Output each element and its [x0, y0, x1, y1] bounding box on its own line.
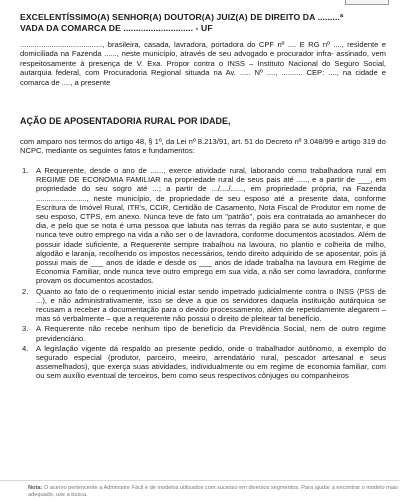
address-line-1: EXCELENTÍSSIMO(A) SENHOR(A) DOUTOR(A) JUIZ(A) DE DIREITO DA .........ª — [20, 12, 344, 22]
item-text: Quanto ao fato de o requerimento inicial estar sendo impetrado judicialmente contra o INSS (PSS de ...), e não administrativamente, isso se deve a que os servidores daquela instituição autárquica se recusam a receber a documentação para o devido processamento, além de repetidamente alegarem – mas só verbalmente – que a requerente não possui o direito de pleitear tal benefício. — [36, 286, 386, 324]
list-item — [20, 324, 386, 342]
address-line-2: VADA DA COMARCA DE ............................ - UF — [20, 23, 213, 33]
item-number: 2. — [22, 286, 29, 296]
list-item — [20, 287, 386, 324]
item-number: 4. — [22, 343, 29, 353]
legal-basis-paragraph: com amparo nos termos do artigo 48, § 1º, da Lei nº 8.213/91, art. 51 do Decreto nº 3.048/99 e artigo 319 do NCPC, mediante os seguintes fatos e fundamentos: — [20, 137, 386, 156]
court-address-header — [20, 12, 390, 34]
document-title: AÇÃO DE APOSENTADORIA RURAL POR IDADE, — [20, 116, 231, 126]
list-item — [20, 344, 386, 381]
intro-paragraph: ......................................., brasileira, casada, lavradora, portadora do CPF nº .... E RG nº ...., residente e domiciliada na Fazenda ......, neste município, através de seu advogado e procurador infra- assinado, vem respeitosamente à presença de V. Exa. Propor contra o INSS – Instituto Nacional do Seguro Social, autarquia federal, com Procuradoria Regional situada na Av. ..... Nº ...., .......... CEP: ...., na cidade e comarca de ...., a presente — [20, 40, 386, 87]
footer-text: O acervo pertencente a Administre Fácil é de modelos utilizados com sucesso em diversos segmentos. Para ajudar a encontrar o modelo mais adequado, use a busca. — [28, 485, 398, 498]
item-number: 3. — [22, 324, 29, 334]
item-text: A Requerente não recebe nenhum tipo de benefício da Previdência Social, nem de outro regime previdenciário. — [36, 324, 386, 343]
footer-label: Nota: — [28, 485, 43, 491]
list-item — [20, 166, 386, 286]
footer-note — [28, 485, 398, 499]
top-tab-decoration — [345, 0, 389, 5]
item-text: A Requerente, desde o ano de ......, exerce atividade rural, laborando como trabalhadora rural em REGIME DE ECONOMIA FAMILIAR na propriedade rural de seus pais até ....., e a partir de ___, em propriedade do seu sogro até ...; a partir de .../..../......, em propriedade própria, na Fazenda ........................, neste município, de propriedade de seu esposo até a presente data, conforme Escritura de Imóvel Rural, ITR's, CCIR, Certidão de Casamento, Nota Fiscal de Produtor em nome de seu esposo, CTPS, em anexo. Nunca teve de fato um "patrão", pois era contratada ao amanhecer do dia, e pelo que se nota é uma pessoa que labuta nas terras da região para se auto sustentar, e que nunca teve outro emprego na vida a não ser o de lavradora, conforme documentos acostados. Além de possuir idade suficiente, a Requerente sempre trabalhou na lavoura, no plantio e colheita de milho, algodão e laranja, recolhendo os impostos necessários, tendo direito adquirido de se aposentar, pois já possui mais de ___ anos de idade e desde os ___ anos de idade trabalha na lavoura em Regime de Economia Familiar, onde nunca teve outro emprego em sua vida, a não ser como lavradora, conforme provam os documentos acostados. — [36, 166, 386, 286]
footer-divider — [0, 480, 400, 481]
item-number: 1. — [22, 166, 29, 175]
facts-list — [20, 166, 386, 382]
item-text: A legislação vigente dá respaldo ao presente pedido, onde o trabalhador autônomo, a exemplo do segurado especial (produtor, parceiro, meeiro, arrendatário rural, pescador artesanal e seus assemelhados), que exerça suas atividades, individualmente ou em regime de economia familiar, com ou sem auxílio eventual de terceiros, bem como seus respectivos cônjuges ou companheiros — [36, 343, 386, 381]
